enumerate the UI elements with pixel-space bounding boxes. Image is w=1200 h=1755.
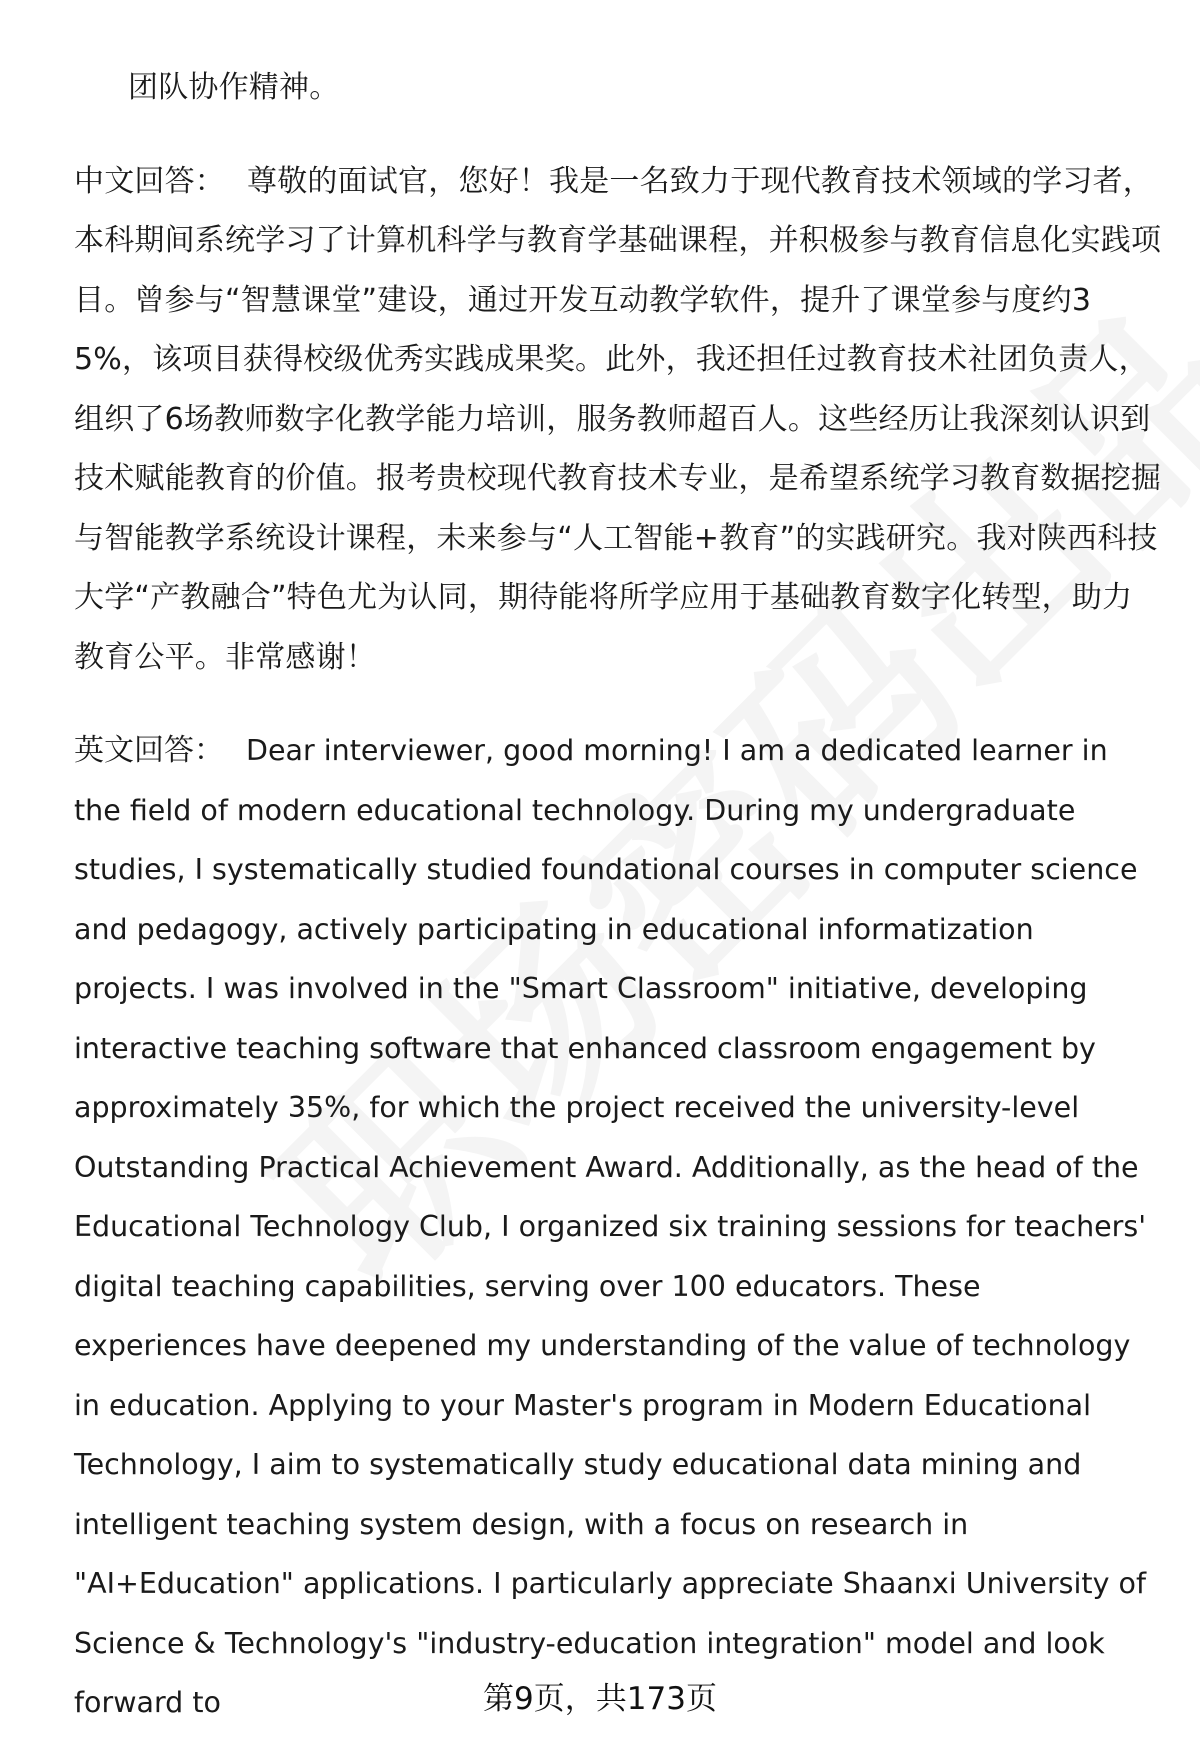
intro-tail-paragraph: 团队协作精神。 (128, 70, 340, 105)
document-body (74, 58, 1162, 1733)
chinese-answer-paragraph (74, 152, 1162, 688)
chinese-answer-text: 尊敬的面试官，您好！我是一名致力于现代教育技术领域的学习者，本科期间系统学习了计算机科学与教育学基础课程，并积极参与教育信息化实践项目。曾参与“智慧课堂”建设，通过开发互动教学软件，提升了课堂参与度约35%，该项目获得校级优秀实践成果奖。此外，我还担任过教育技术社团负责人，组织了6场教师数字化教学能力培训，服务教师超百人。这些经历让我深刻认识到技术赋能教育的价值。报考贵校现代教育技术专业，是希望系统学习教育数据挖掘与智能教学系统设计课程，未来参与“人工智能+教育”的实践研究。我对陕西科技大学“产教融合”特色尤为认同，期待能将所学应用于基础教育数字化转型，助力教育公平。非常感谢！ (74, 163, 1162, 675)
chinese-answer-label: 中文回答： (74, 163, 225, 199)
english-answer-text: Dear interviewer, good morning! I am a dedicated learner in the field of modern educational technology. During my undergraduate studies, I systematically studied foundational courses in computer science and pedagogy, actively participating in educational informatization projects. I was involved in the "Smart Classroom" initiative, developing interactive teaching software that enhanced classroom engagement by approximately 35%, for which the project received the university-level Outstanding Practical Achievement Award. Additionally, as the head of the Educational Technology Club, I organized six training sessions for teachers' digital teaching capabilities, serving over 100 educators. These experiences have deepened my understanding of the value of technology in education. Applying to your Master's program in Modern Educational Technology, I aim to systematically study educational data mining and intelligent teaching system design, with a focus on research in "AI+Education" applications. I particularly appreciate Shaanxi University of Science & Technology's "industry-education integration" model and look forward to (74, 734, 1147, 1719)
page-number-footer: 第9页，共173页 (483, 1681, 717, 1717)
english-answer-label: 英文回答： (74, 733, 224, 768)
english-answer-paragraph (74, 721, 1162, 1733)
